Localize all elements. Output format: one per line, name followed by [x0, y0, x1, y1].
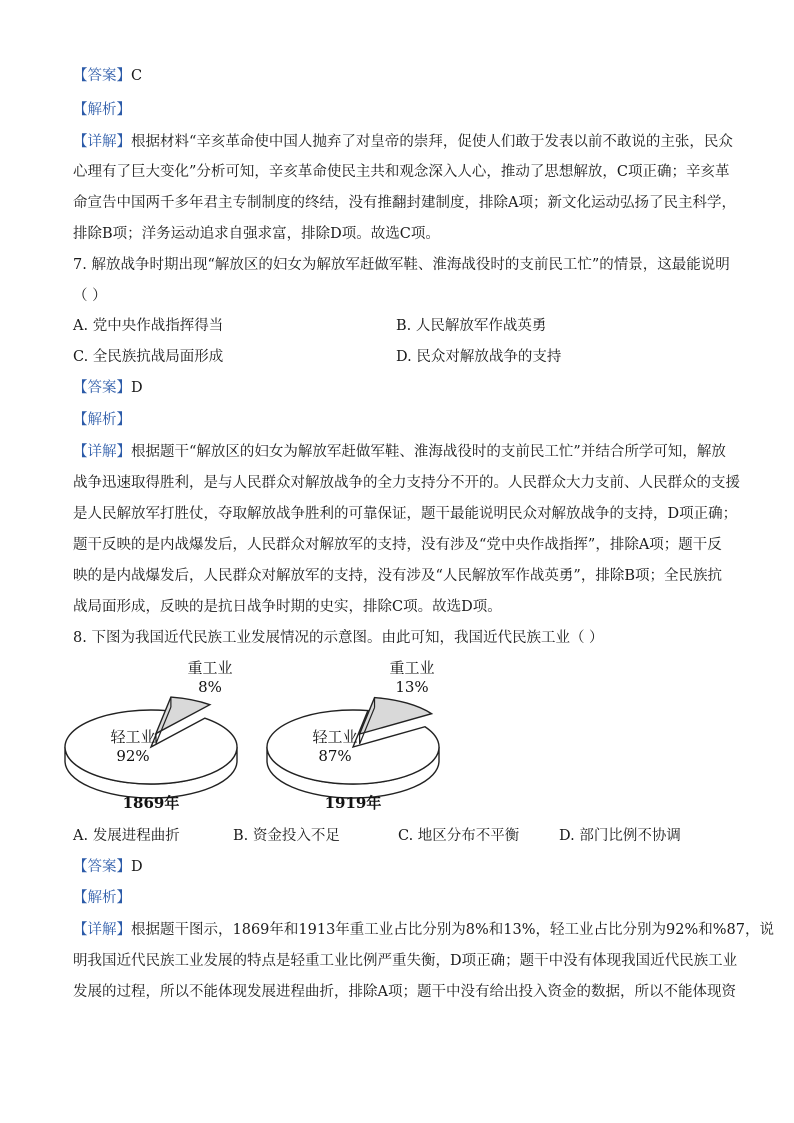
heavy-industry-label: 重工业: [187, 659, 233, 677]
light-industry-value: 87%: [318, 747, 352, 765]
q8-detail-line: 明我国近代民族工业发展的特点是轻重工业比例严重失衡，D项正确；题干中没有体现我国近代民族工业: [73, 953, 738, 969]
q7-analysis-tag: 【解析】: [73, 412, 131, 428]
answer-tag: 【答案】: [73, 68, 131, 84]
q6-answer-line: [73, 66, 142, 86]
pie-chart-1869: [65, 659, 237, 812]
q6-detail-line: 【详解】根据材料“辛亥革命使中国人抛弃了对皇帝的崇拜，促使人们敢于发表以前不敢说的主张，民众: [73, 134, 733, 150]
q7-stem-bracket: （ ）: [73, 288, 107, 304]
pie-chart-1919: [267, 659, 439, 812]
q8-detail-line: 发展的过程，所以不能体现发展进程曲折，排除A项；题干中没有给出投入资金的数据，所以不能体现资: [73, 984, 736, 1000]
q7-option-d: D. 民众对解放战争的支持: [396, 349, 562, 365]
q8-detail-line: 【详解】根据题干图示，1869年和1913年重工业占比分别为8%和13%，轻工业占比分别为92%和%87，说: [73, 922, 774, 938]
detail-tag: 【详解】: [73, 134, 131, 150]
q8-answer-line: 【答案】D: [73, 859, 143, 875]
q8-option-a: A. 发展进程曲折: [73, 828, 180, 844]
q7-answer-line: 【答案】D: [73, 380, 143, 396]
light-industry-label: 轻工业: [312, 728, 358, 746]
q8-stem: 8. 下图为我国近代民族工业发展情况的示意图。由此可知，我国近代民族工业（ ）: [73, 630, 604, 646]
q8-option-c: C. 地区分布不平衡: [398, 828, 520, 844]
pie-slice-light-industry: [65, 710, 237, 784]
q7-detail-line: 是人民解放军打胜仗，夺取解放战争胜利的可靠保证，题干最能说明民众对解放战争的支持，D项正确；: [73, 506, 738, 522]
q8-option-b: B. 资金投入不足: [233, 828, 340, 844]
heavy-industry-value: 8%: [198, 678, 222, 696]
q8-analysis-tag: 【解析】: [73, 890, 131, 906]
heavy-industry-label: 重工业: [389, 659, 435, 677]
light-industry-label: 轻工业: [110, 728, 156, 746]
q6-analysis-tag: 【解析】: [73, 102, 131, 118]
q7-detail-line: 战争迅速取得胜利，是与人民群众对解放战争的全力支持分不开的。人民群众大力支前、人民群众的支援: [73, 475, 740, 491]
pie-year-caption: 1869年: [122, 794, 180, 812]
answer-value: C: [131, 68, 143, 84]
q6-detail-line: 心理有了巨大变化”分析可知，辛亥革命使民主共和观念深入人心，推动了思想解放，C项正确；辛亥革: [73, 164, 730, 180]
q7-detail-line: 战局面形成，反映的是抗日战争时期的史实，排除C项。故选D项。: [73, 599, 502, 615]
pie-chart-figure: [60, 655, 480, 815]
q7-option-c: C. 全民族抗战局面形成: [73, 349, 224, 365]
q7-detail-line: 【详解】根据题干“解放区的妇女为解放军赶做军鞋、淮海战役时的支前民工忙”并结合所学可知，解放: [73, 444, 726, 460]
q7-option-b: B. 人民解放军作战英勇: [396, 318, 547, 334]
q7-detail-line: 映的是内战爆发后，人民群众对解放军的支持，没有涉及“人民解放军作战英勇”，排除B项；全民族抗: [73, 568, 722, 584]
heavy-industry-value: 13%: [395, 678, 429, 696]
q7-detail-line: 题干反映的是内战爆发后，人民群众对解放军的支持，没有涉及“党中央作战指挥”，排除A项；题干反: [73, 537, 722, 553]
q6-detail-line: 命宣告中国两千多年君主专制制度的终结，没有推翻封建制度，排除A项；新文化运动弘扬了民主科学，: [73, 195, 736, 211]
q6-detail-line: 排除B项；洋务运动追求自强求富，排除D项。故选C项。: [73, 226, 440, 242]
light-industry-value: 92%: [116, 747, 150, 765]
pie-year-caption: 1919年: [324, 794, 382, 812]
pie-slice-light-industry: [267, 710, 439, 784]
q8-option-d: D. 部门比例不协调: [559, 828, 681, 844]
q7-stem: 7. 解放战争时期出现“解放区的妇女为解放军赶做军鞋、淮海战役时的支前民工忙”的情景，这最能说明: [73, 257, 730, 273]
q7-option-a: A. 党中央作战指挥得当: [73, 318, 224, 334]
